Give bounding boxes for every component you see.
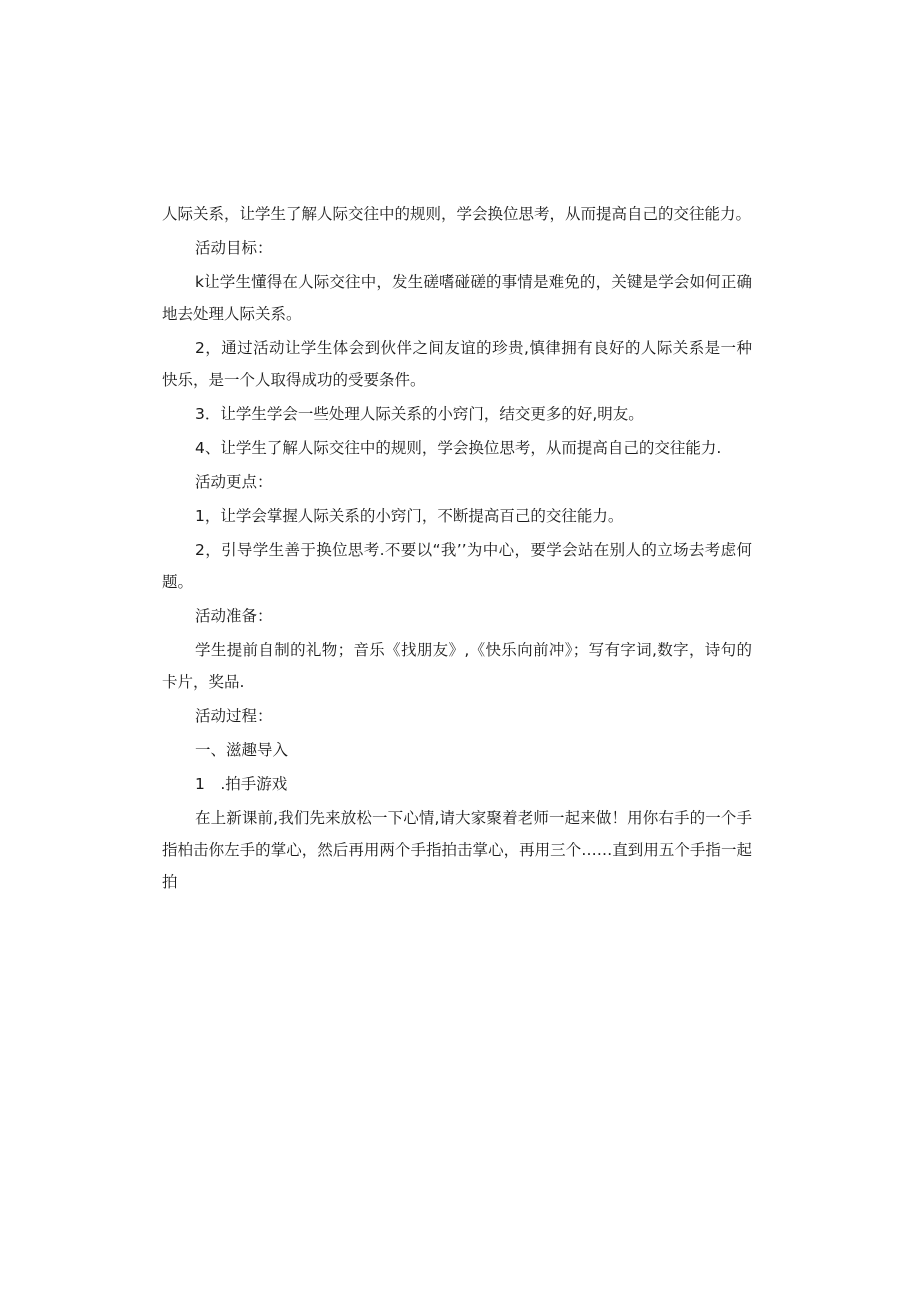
goal-item-4: 4、让学生了解人际交往中的规则，学会换位思考，从而提高自己的交往能力.	[195, 439, 722, 457]
key-point-1: 1，让学会掌握人际关系的小窍门，不断提高百己的交往能力。	[195, 507, 624, 525]
goal-item-3: 3．让学生学会一些处理人际关系的小窍门，结交更多的好,明友。	[195, 405, 644, 423]
key-point-2: 2，引导学生善于换位思考.不要以“我’’为中心，要学会站在别人的立场去考虑何题。	[162, 541, 752, 591]
document-page	[162, 198, 752, 900]
subsection-clap-game: 1 .拍手游戏	[195, 775, 288, 793]
preparation-text: 学生提前自制的礼物；音乐《找朋友》,《快乐向前冲》；写有字词,数字，诗句的卡片，奖品.	[162, 641, 752, 691]
heading-key-points: 活动更点：	[195, 473, 273, 491]
section-intro-heading: 一、滋趣导入	[195, 741, 289, 759]
goal-item-2: 2，通过活动让学生体会到伙伴之间友谊的珍贵,慎律拥有良好的人际关系是一种快乐，是一个人取得成功的受要条件。	[162, 339, 752, 389]
paragraph-intro-continuation: 人际关系，让学生了解人际交往中的规则，学会换位思考，从而提高自己的交往能力。	[162, 205, 752, 223]
goal-item-1: k让学生懂得在人际交往中，发生磋嗜碰磋的事情是难免的，关键是学会如何正确地去处理人际关系。	[162, 273, 752, 323]
heading-process: 活动过程：	[195, 707, 273, 725]
clap-game-instructions: 在上新课前,我们先来放松一下心情,请大家聚着老师一起来做！用你右手的一个手指柏击你左手的掌心，然后再用两个手指拍击掌心，再用三个……直到用五个手指一起拍	[162, 809, 752, 891]
heading-activity-goals: 活动目标：	[195, 239, 273, 257]
heading-preparation: 活动准备：	[195, 607, 273, 625]
